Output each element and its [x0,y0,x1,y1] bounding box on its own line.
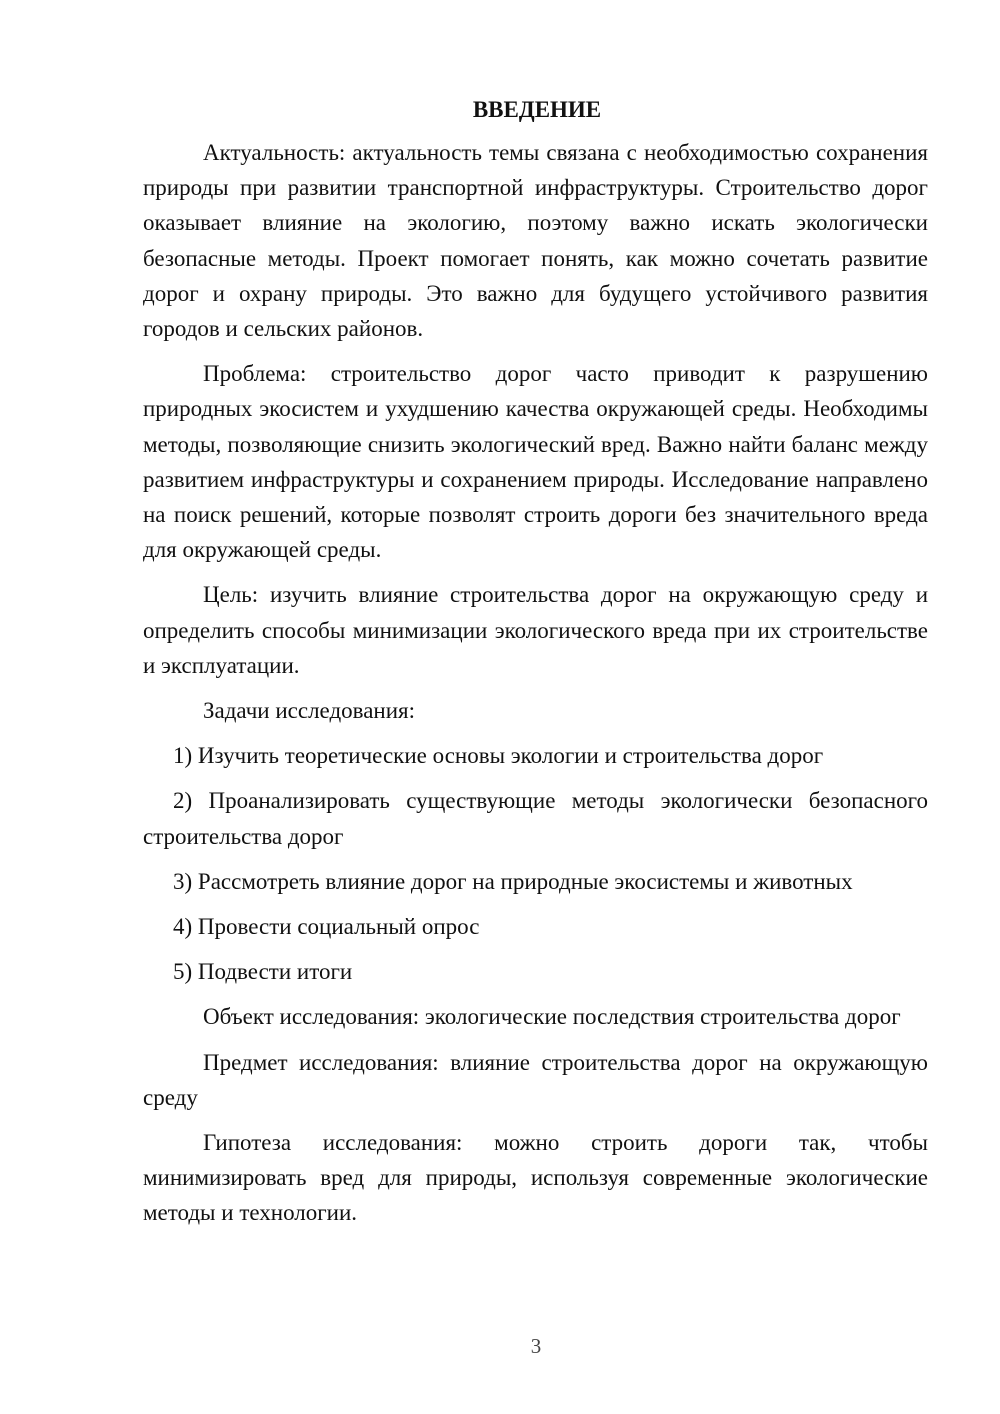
hypothesis-paragraph: Гипотеза исследования: можно строить дороги так, чтобы минимизировать вред для природы, используя современные экологические методы и технологии. [143,1130,928,1226]
problem-paragraph: Проблема: строительство дорог часто приводит к разрушению природных экосистем и ухудшению качества окружающей среды. Необходимы методы, позволяющие снизить экологический вред. Важно найти баланс между развитием инфраструктуры и сохранением природы. Исследование направлено на поиск решений, которые позволят строить дороги без значительного вреда для окружающей среды. [143,361,928,563]
task-item-3: 3) Рассмотреть влияние дорог на природные экосистемы и животных [173,868,853,894]
section-title: ВВЕДЕНИЕ [472,97,602,122]
goal-paragraph: Цель: изучить влияние строительства дорог на окружающую среду и определить способы минимизации экологического вреда при их строительстве и эксплуатации. [143,582,928,678]
object-paragraph: Объект исследования: экологические последствия строительства дорог [203,1004,901,1030]
task-item-4: 4) Провести социальный опрос [173,914,480,940]
subject-paragraph: Предмет исследования: влияние строительства дорог на окружающую среду [143,1049,928,1110]
task-item-2: 2) Проанализировать существующие методы экологически безопасного строительства дорог [143,788,928,849]
task-item-1: 1) Изучить теоретические основы экологии и строительства дорог [173,743,824,769]
page-number: 3 [530,1334,542,1358]
page-content [143,94,928,1241]
task-item-5: 5) Подвести итоги [173,959,353,985]
relevance-paragraph: Актуальность: актуальность темы связана с необходимостью сохранения природы при развитии транспортной инфраструктуры. Строительство дорог оказывает влияние на экологию, поэтому важно искать экологически безопасные методы. Проект помогает понять, как можно сочетать развитие дорог и охрану природы. Это важно для будущего устойчивого развития городов и сельских районов. [143,140,928,342]
tasks-heading: Задачи исследования: [203,698,416,724]
